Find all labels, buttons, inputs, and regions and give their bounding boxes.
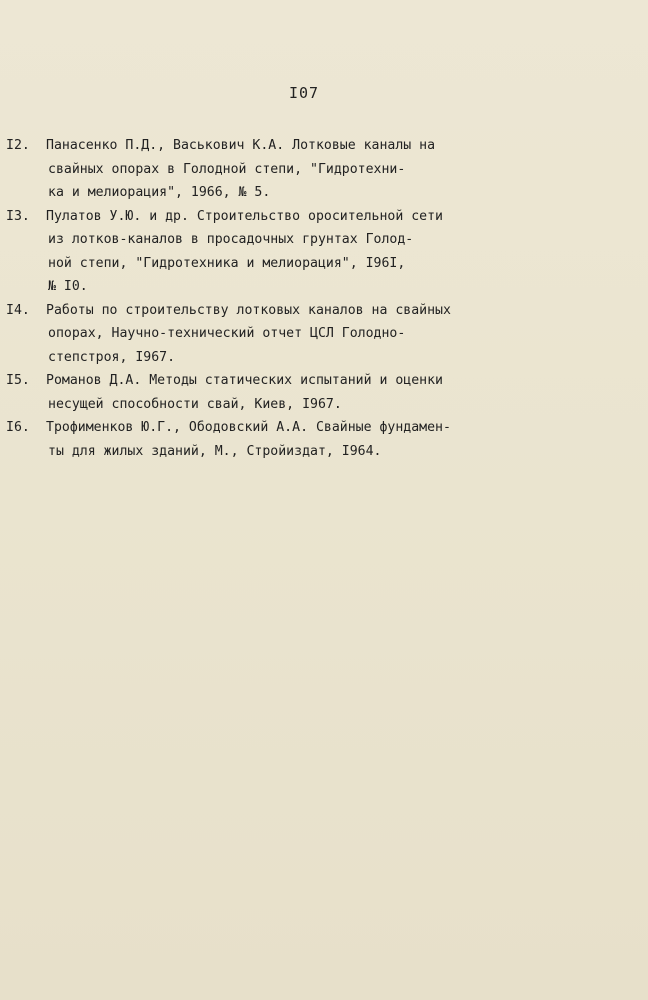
reference-item [6,369,568,416]
reference-number: I5. [6,373,30,388]
reference-line: опорах, Научно-технический отчет ЦСЛ Голодно- [48,326,406,341]
reference-item [6,299,568,370]
reference-list [6,134,568,463]
reference-line: Панасенко П.Д., Васькович К.А. Лотковые каналы на [46,138,436,153]
reference-line: Романов Д.А. Методы статических испытаний и оценки [46,373,443,388]
reference-number: I6. [6,420,30,435]
reference-number: I3. [6,208,30,224]
reference-line: степстроя, I967. [48,349,176,365]
reference-line: несущей способности свай, Киев, I967. [48,396,342,412]
reference-line: ка и мелиорация", 1966, № 5. [48,185,271,200]
reference-item [6,205,568,299]
reference-number: I4. [6,302,30,318]
page-number: I07 [288,84,320,102]
reference-line: Работы по строительству лотковых каналов на свайных [46,302,451,318]
reference-line: ты для жилых зданий, М., Стройиздат, I964. [48,443,382,459]
reference-item [6,416,568,463]
reference-line: ной степи, "Гидротехника и мелиорация", I96I, [48,255,406,271]
reference-line: свайных опорах в Голодной степи, "Гидротехни- [48,161,406,177]
reference-line: из лотков-каналов в просадочных грунтах Голод- [48,232,414,247]
reference-line: Трофименков Ю.Г., Ободовский А.А. Свайные фундамен- [46,420,451,435]
reference-number: I2. [6,138,30,153]
reference-line: № I0. [48,279,88,294]
reference-item [6,134,568,205]
reference-line: Пулатов У.Ю. и др. Строительство оросительной сети [46,208,443,224]
